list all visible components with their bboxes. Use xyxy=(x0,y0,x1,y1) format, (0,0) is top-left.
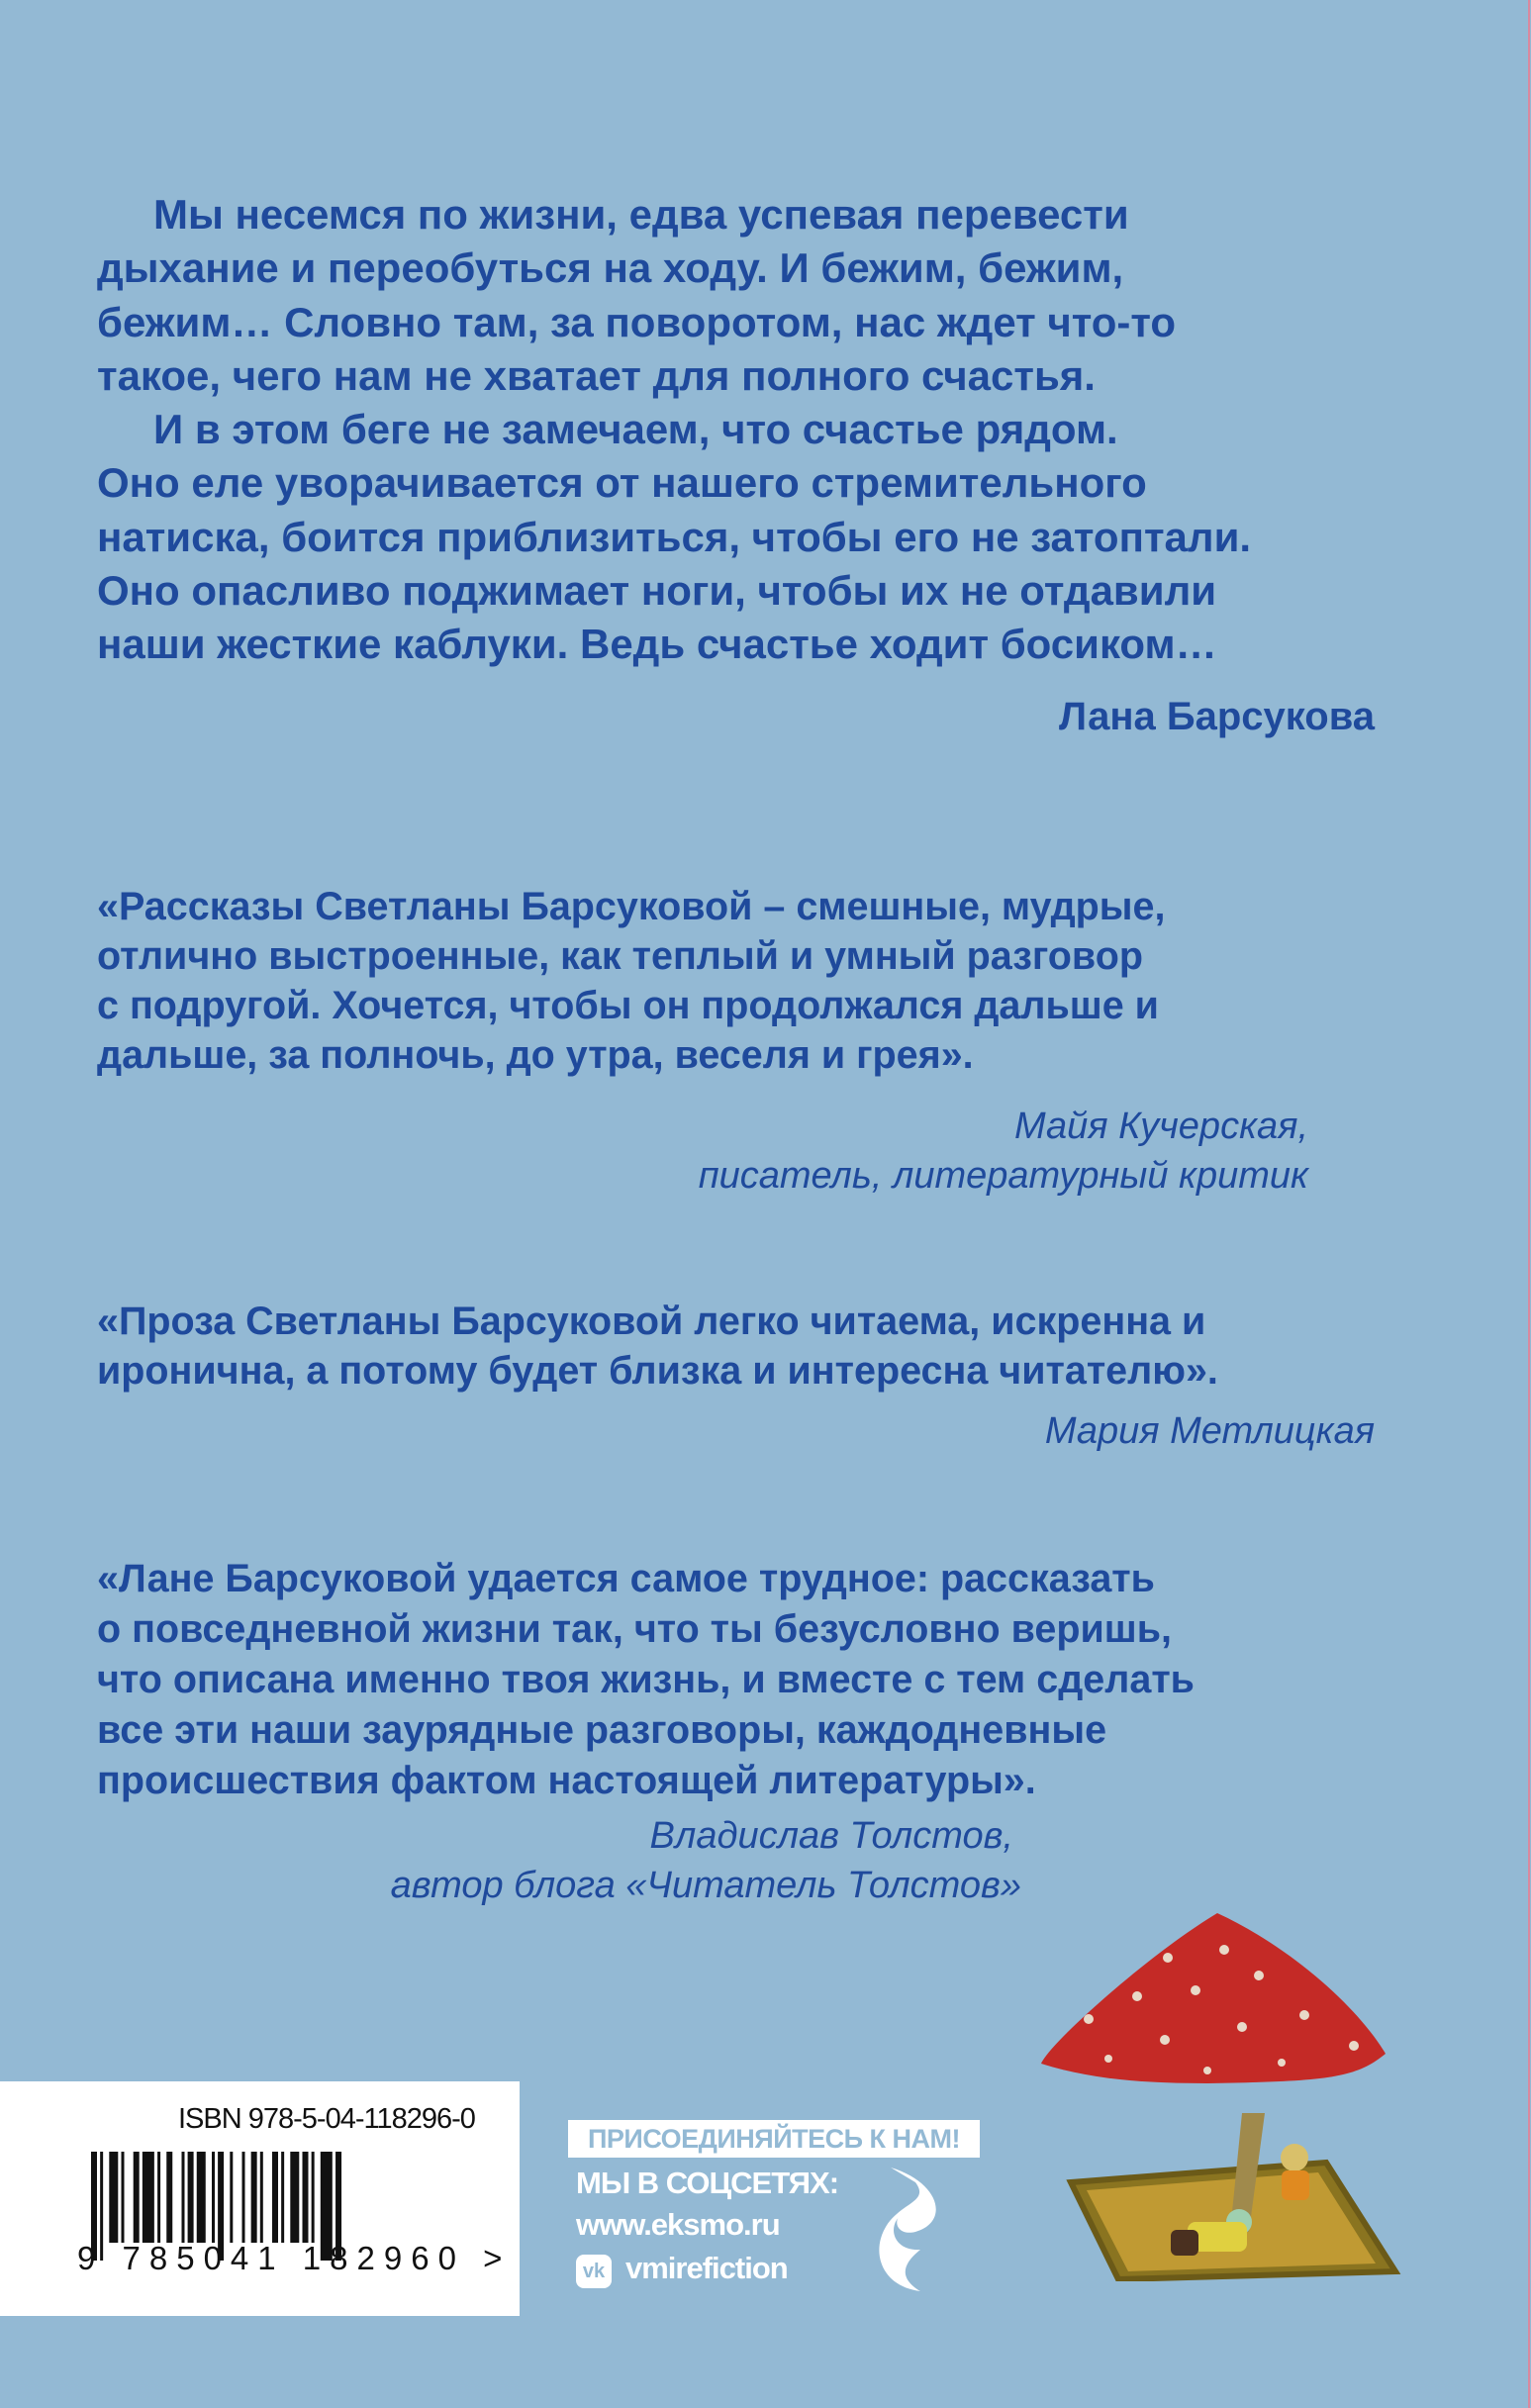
blurb-line: бежим… Словно там, за поворотом, нас ждет что-то xyxy=(97,298,1177,345)
quote-line: «Лане Барсуковой удается самое трудное: рассказать xyxy=(97,1557,1155,1600)
barcode-bar xyxy=(212,2152,215,2243)
quote-line: все эти наши заурядные разговоры, каждодневные xyxy=(97,1708,1107,1752)
website-link[interactable]: www.eksmo.ru xyxy=(576,2207,780,2242)
barcode-bar xyxy=(122,2152,125,2243)
barcode-bar xyxy=(230,2152,233,2243)
barcode-bar xyxy=(109,2152,118,2243)
barcode-bar xyxy=(166,2152,172,2243)
isbn-text: ISBN 978-5-04-118296-0 xyxy=(178,2103,475,2135)
quote-line: происшествия фактом настоящей литературы». xyxy=(97,1759,1036,1802)
barcode-bar xyxy=(260,2152,263,2243)
quote-line: «Проза Светланы Барсуковой легко читаема, искренна и xyxy=(97,1300,1206,1343)
quote-3-attribution xyxy=(391,1811,1021,1910)
vk-icon: vk xyxy=(576,2255,612,2288)
quote-3 xyxy=(97,1554,1195,1806)
blurb-text xyxy=(97,188,1251,672)
quote-line: дальше, за полночь, до утра, веселя и грея». xyxy=(97,1033,974,1077)
social-heading: МЫ В СОЦСЕТЯХ: xyxy=(576,2166,839,2200)
attribution-role: писатель, литературный критик xyxy=(698,1155,1308,1197)
barcode-bar xyxy=(134,2152,140,2243)
quote-1 xyxy=(97,882,1165,1080)
blurb-line: наши жесткие каблуки. Ведь счастье ходит босиком… xyxy=(97,621,1217,668)
barcode-bar xyxy=(272,2152,278,2243)
barcode-bar xyxy=(251,2152,257,2243)
quote-2 xyxy=(97,1297,1218,1396)
barcode-bar xyxy=(242,2152,245,2243)
barcode-bar xyxy=(188,2152,194,2243)
mushroom-sandbox-illustration xyxy=(1029,1905,1405,2281)
vk-link[interactable]: vmirefiction xyxy=(625,2251,788,2285)
barcode-bar xyxy=(182,2152,185,2243)
barcode-bar xyxy=(157,2152,160,2243)
attribution-role: автор блога «Читатель Толстов» xyxy=(390,1865,1021,1906)
barcode-bar xyxy=(281,2152,284,2243)
quote-line: с подругой. Хочется, чтобы он продолжался дальше и xyxy=(97,984,1159,1027)
eksmo-logo-icon xyxy=(871,2163,960,2296)
quote-2-attribution xyxy=(1045,1406,1375,1456)
quote-1-attribution xyxy=(699,1102,1308,1201)
quote-line: «Рассказы Светланы Барсуковой – смешные, мудрые, xyxy=(97,885,1166,928)
blurb-line: натиска, боится приблизиться, чтобы его не затоптали. xyxy=(97,513,1252,560)
attribution-name: Майя Кучерская, xyxy=(1013,1106,1308,1147)
quote-line: что описана именно твоя жизнь, и вместе с тем сделать xyxy=(97,1658,1195,1701)
join-us-label: ПРИСОЕДИНЯЙТЕСЬ К НАМ! xyxy=(568,2120,980,2158)
blurb-line: И в этом беге не замечаем, что счастье рядом. xyxy=(153,406,1118,453)
attribution-name: Владислав Толстов, xyxy=(649,1815,1013,1857)
blurb-line: дыхание и переобуться на ходу. И бежим, бежим, xyxy=(97,244,1124,292)
blurb-author: Лана Барсукова xyxy=(1059,695,1375,738)
quote-line: отлично выстроенные, как теплый и умный разговор xyxy=(97,934,1143,978)
barcode-bar xyxy=(303,2152,309,2243)
barcode-bar xyxy=(312,2152,315,2243)
barcode-bar xyxy=(143,2152,154,2243)
blurb-line: Оно еле уворачивается от нашего стремительного xyxy=(97,459,1147,507)
barcode-bar xyxy=(290,2152,299,2243)
blurb-line: Оно опасливо поджимает ноги, чтобы их не отдавили xyxy=(97,567,1217,615)
quote-line: о повседневной жизни так, что ты безусловно веришь, xyxy=(97,1607,1172,1651)
attribution-name: Мария Метлицкая xyxy=(1044,1410,1375,1452)
blurb-line: такое, чего нам не хватает для полного счастья. xyxy=(97,351,1096,399)
quote-line: иронична, а потому будет близка и интересна читателю». xyxy=(97,1349,1218,1393)
blurb-line: Мы несемся по жизни, едва успевая перевести xyxy=(153,191,1129,238)
trim-line xyxy=(1528,0,1530,2408)
barcode-bar xyxy=(197,2152,206,2243)
barcode-panel xyxy=(0,2081,520,2316)
barcode-digits: 9 785041 182960 > xyxy=(77,2240,512,2276)
